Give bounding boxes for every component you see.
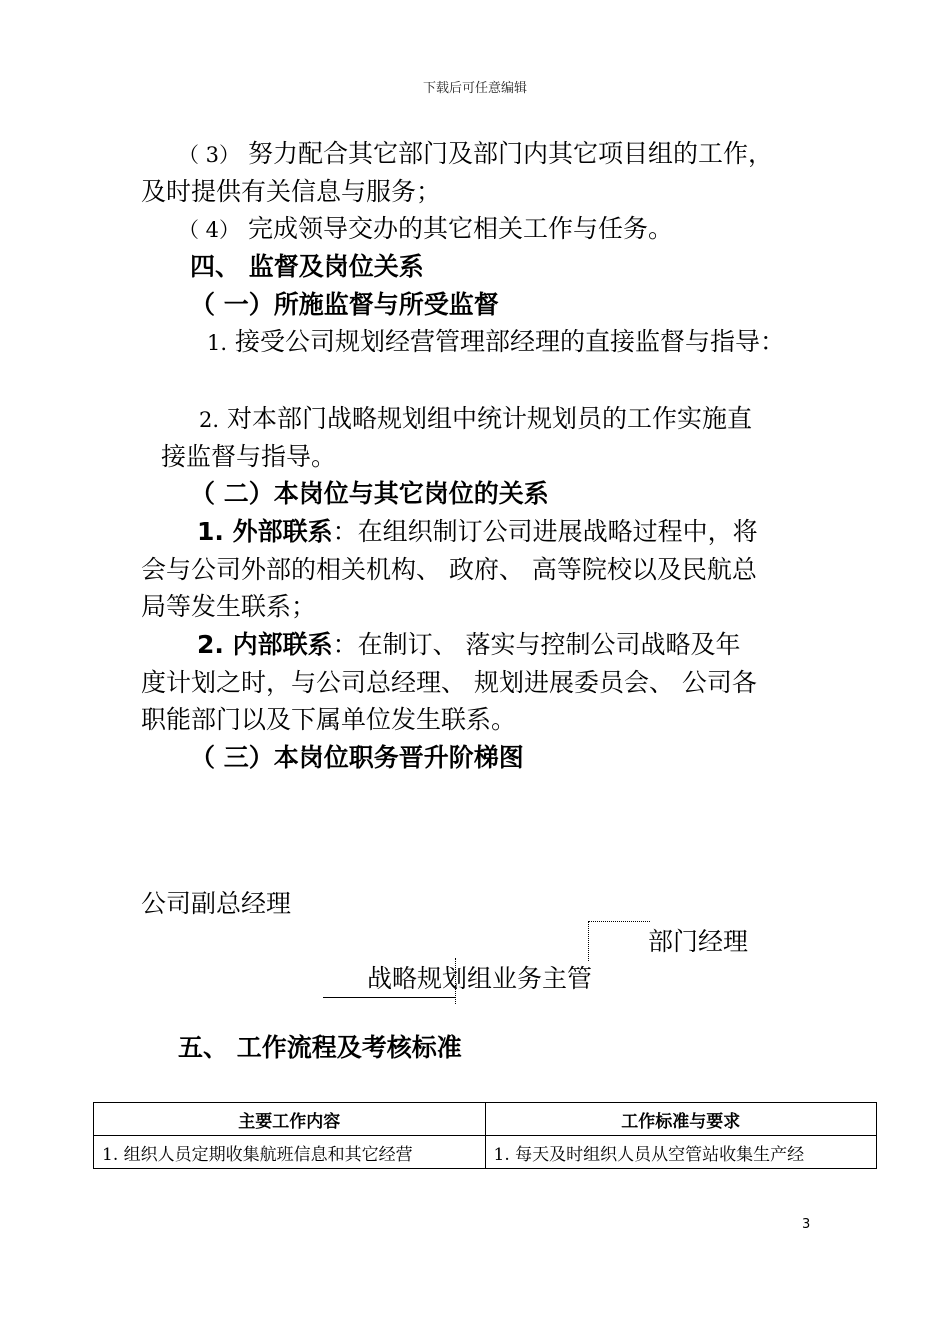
ladder-connector-vertical	[588, 921, 589, 961]
table-cell-work-content: 1. 组织人员定期收集航班信息和其它经营	[94, 1136, 486, 1169]
item-3-text: 努力配合其它部门及部门内其它项目组的工作，	[248, 139, 774, 168]
external-relation-line-3: 局等发生联系；	[141, 592, 317, 621]
section-4-title: 四、 监督及岗位关系	[190, 252, 424, 281]
ladder-level-dept-manager: 部门经理	[648, 927, 749, 956]
supervision-item-1-number: 1.	[207, 331, 228, 355]
supervision-item-1-text: 接受公司规划经营管理部经理的直接监督与指导：	[235, 327, 786, 356]
internal-relation-label: 2. 内部联系	[197, 630, 333, 659]
supervision-item-2-number: 2.	[199, 408, 220, 432]
item-3-line-2: 及时提供有关信息与服务；	[141, 177, 442, 206]
subsection-3-title: （ 三）本岗位职务晋升阶梯图	[190, 743, 524, 772]
subsection-1-title: （ 一）所施监督与所受监督	[190, 290, 499, 319]
ladder-connector-lower	[455, 958, 456, 1004]
ladder-connector-top	[588, 921, 650, 922]
table-row	[94, 1136, 877, 1169]
internal-relation-line-2: 度计划之时，与公司总经理、 规划进展委员会、 公司各	[141, 668, 757, 697]
item-4-line	[178, 213, 673, 246]
external-relation-label: 1. 外部联系	[197, 517, 333, 546]
item-3-number: （ 3）	[178, 143, 241, 167]
supervision-item-2-line-2: 接监督与指导。	[161, 442, 337, 471]
page-header: 下载后可任意编辑	[422, 81, 527, 96]
supervision-item-2-text: 对本部门战略规划组中统计规划员的工作实施直	[227, 404, 753, 433]
external-relation-line-1	[197, 516, 758, 548]
external-relation-text: ：在组织制订公司进展战略过程中，将	[332, 517, 758, 546]
table-header-standards: 工作标准与要求	[485, 1103, 877, 1136]
ladder-base-line	[323, 997, 455, 998]
internal-relation-line-1	[197, 629, 741, 661]
table-cell-standards: 1. 每天及时组织人员从空管站收集生产经	[485, 1136, 877, 1169]
subsection-2-title: （ 二）本岗位与其它岗位的关系	[190, 479, 549, 508]
internal-relation-text: ：在制订、 落实与控制公司战略及年	[332, 630, 741, 659]
ladder-level-vice-gm: 公司副总经理	[141, 889, 292, 918]
supervision-item-1	[207, 326, 785, 359]
work-standards-table	[93, 1102, 877, 1169]
supervision-item-2-line-1	[199, 403, 752, 436]
item-4-text: 完成领导交办的其它相关工作与任务。	[248, 214, 674, 243]
table-header-work-content: 主要工作内容	[94, 1103, 486, 1136]
item-3-line-1	[178, 138, 773, 171]
table-header-row	[94, 1103, 877, 1136]
external-relation-line-2: 会与公司外部的相关机构、 政府、 高等院校以及民航总	[141, 555, 757, 584]
internal-relation-line-3: 职能部门以及下属单位发生联系。	[141, 705, 517, 734]
page-number: 3	[802, 1217, 811, 1232]
ladder-level-supervisor: 战略规划组业务主管	[367, 964, 593, 993]
item-4-number: （ 4）	[178, 218, 241, 242]
section-5-title: 五、 工作流程及考核标准	[178, 1033, 462, 1062]
